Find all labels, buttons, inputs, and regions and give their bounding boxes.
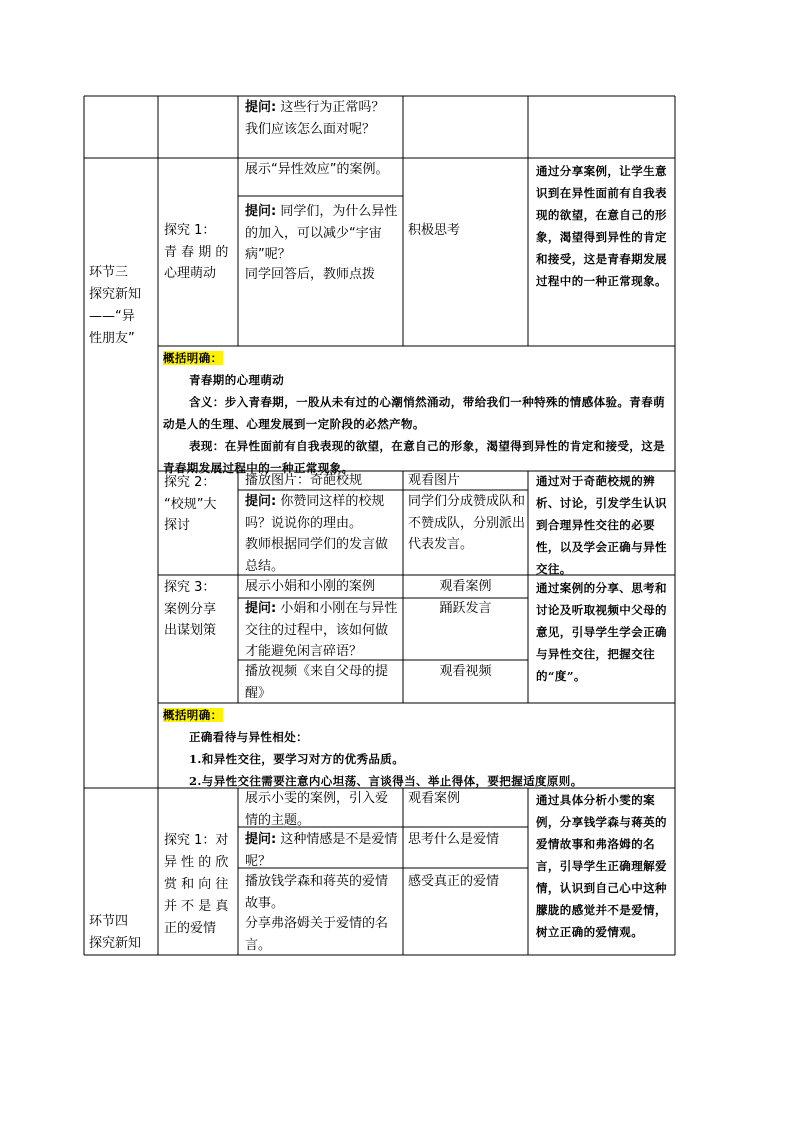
- summary2-label: 概括明确：: [163, 708, 223, 722]
- explore2-student2: 同学们分成赞成队和不赞成队，分别派出代表发言。: [408, 494, 526, 552]
- s4-explore1-student2: 思考什么是爱情: [408, 832, 500, 847]
- explore2-show: 播放图片：奇葩校规: [245, 473, 363, 488]
- s4-explore1-student1: 观看案例: [408, 791, 461, 806]
- explore1-intent: 通过分享案例，让学生意识到在异性面前有自我表现的欲望，在意自己的形象，渴望得到异性的肯定和接受，这是青春期发展过程中的一种正常现象。: [536, 164, 667, 288]
- question-cell: 提问: 这些行为正常吗？ 我们应该怎么面对呢？: [245, 100, 385, 137]
- explore2-intent: 通过对于奇葩校规的辨析、讨论，引发学生认识到合理异性交往的必要性，以及学会正确与异性交往。: [536, 474, 667, 576]
- s4-explore1-play: 播放钱学森和蒋英的爱情故事。: [245, 874, 389, 911]
- question-label: 提问:: [245, 100, 277, 115]
- summary2: 概括明确： 正确看待与异性相处： 1.和异性交往，要学习对方的优秀品质。 2.与异性交往需要注意内心坦荡、言谈得当、举止得体，要把握适度原则。: [163, 708, 583, 788]
- s4-explore1-name: 探究 1：对 异 性 的 欣 赏 和 向 往 并 不 是 真 正的爱情: [164, 833, 229, 936]
- explore3-name: 探究 3： 案例分享 出谋划策: [164, 580, 217, 638]
- explore1-answer: 同学回答后，教师点拨: [245, 267, 376, 282]
- section3-label: 环节三 探究新知 ——“异 性朋友”: [89, 265, 142, 346]
- explore1-show-case: 展示“异性效应”的案例。: [245, 162, 389, 177]
- explore3-student1: 观看案例: [439, 579, 492, 594]
- s4-explore1-share: 分享弗洛姆关于爱情的名言。: [245, 916, 389, 953]
- explore3-student3: 观看视频: [439, 664, 492, 679]
- explore1-question: 提问: 同学们，为什么异性的加入，可以减少“宇宙病”呢？: [245, 204, 398, 262]
- summary1-label: 概括明确：: [163, 351, 223, 365]
- explore2-student1: 观看图片: [408, 473, 461, 488]
- explore2-teacher: 教师根据同学们的发言做总结。: [245, 537, 389, 574]
- explore3-student2: 踊跃发言: [439, 601, 492, 616]
- explore3-question: 提问: 小娟和小刚在与异性交往的过程中，该如何做才能避免闲言碎语？: [245, 601, 398, 659]
- s4-explore1-intent: 通过具体分析小雯的案例，分享钱学森与蒋英的爱情故事和弗洛姆的名言，引导学生正确理解爱情，认识到自己心中这种朦胧的感觉并不是爱情，树立正确的爱情观。: [536, 793, 667, 939]
- s4-explore1-question: 提问: 这种情感是不是爱情呢？: [245, 832, 398, 869]
- explore3-video: 播放视频《来自父母的提醒》: [245, 664, 389, 701]
- explore3-show: 展示小娟和小刚的案例: [245, 579, 376, 594]
- s4-explore1-student3: 感受真正的爱情: [408, 874, 500, 889]
- explore2-name: 探究 2： “校规”大 探讨: [164, 475, 217, 533]
- summary1: 概括明确： 青春期的心理萌动 含义：步入青春期，一股从未有过的心潮悄然涌动，带给我们一种特殊的情感体验。青春萌动是人的生理、心理发展到一定阶段的必然产物。 表现：在异性面前有自我表现的欲望，在意自己的形象，渴望得到异性的肯定和接受，这是青春期发展过程中的一种正常现象。: [163, 351, 665, 475]
- explore2-question: 提问: 你赞同这样的校规吗？说说你的理由。: [245, 494, 385, 531]
- explore3-intent: 通过案例的分享、思考和讨论及听取视频中父母的意见，引导学生学会正确与异性交往，把握交往的“度”。: [536, 581, 667, 683]
- explore1-student: 积极思考: [408, 223, 461, 238]
- explore1-name: 探究 1： 青 春 期 的 心理萌动: [164, 223, 229, 281]
- s4-explore1-show: 展示小雯的案例，引入爱情的主题。: [245, 791, 389, 828]
- section4-label: 环节四 探究新知: [89, 914, 142, 951]
